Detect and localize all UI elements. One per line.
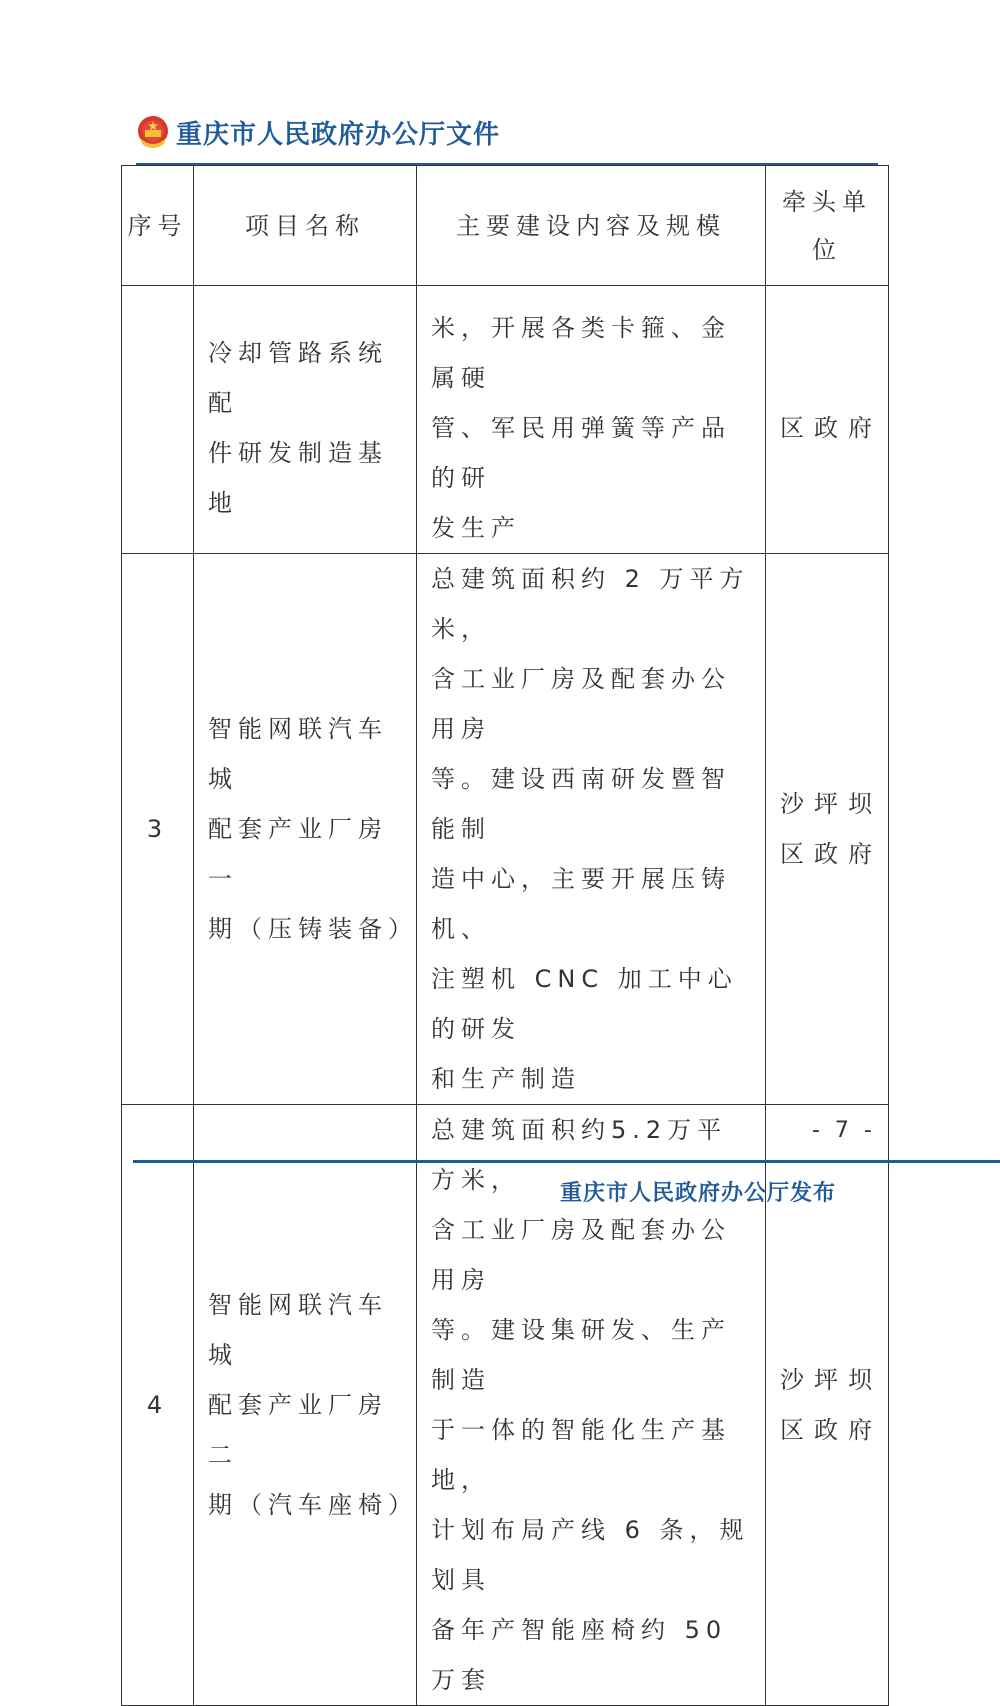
row-content-line: 含工业厂房及配套办公用房: [431, 1216, 731, 1294]
row-name: [194, 554, 417, 1105]
row-unit-line: 沙坪坝: [780, 1366, 882, 1394]
row-content: [417, 286, 766, 554]
row-name: [194, 1105, 417, 1706]
header-index: 序号: [122, 166, 194, 286]
row-unit-line: 区政府: [780, 1416, 882, 1444]
row-content-line: 等。建设西南研发暨智能制: [431, 765, 731, 843]
row-name: [194, 286, 417, 554]
row-name-line: 期（汽车座椅）: [208, 1491, 418, 1519]
row-index: [122, 286, 194, 554]
header-title: 重庆市人民政府办公厅文件: [176, 119, 501, 150]
row-content-line: 总建筑面积约 2 万平方米，: [431, 565, 750, 643]
header-lead-unit-line2: 位: [812, 235, 842, 264]
row-content-line: 总建筑面积约5.2万平方米，: [431, 1116, 728, 1194]
header-content: 主要建设内容及规模: [417, 166, 766, 286]
row-name-line: 件研发制造基地: [208, 439, 388, 517]
row-unit: [766, 286, 889, 554]
row-content-line: 备年产智能座椅约 50 万套: [431, 1616, 728, 1694]
document-header: [136, 112, 500, 152]
header-lead-unit-line1: 牵头单: [782, 187, 872, 216]
row-name-line: 智能网联汽车城: [208, 1291, 388, 1369]
page-number: - 7 -: [812, 1118, 876, 1143]
header-name: 项目名称: [194, 166, 417, 286]
row-content-line: 计划布局产线 6 条，规划具: [431, 1516, 750, 1594]
row-content-line: 含工业厂房及配套办公用房: [431, 665, 731, 743]
table-header-row: [122, 166, 889, 286]
table-row: [122, 286, 889, 554]
row-name-line: 期（压铸装备）: [208, 915, 418, 943]
row-index: 3: [122, 554, 194, 1105]
row-name-line: 配套产业厂房二: [208, 1391, 388, 1469]
row-name-line: 冷却管路系统配: [208, 339, 388, 417]
row-name-line: 配套产业厂房一: [208, 815, 388, 893]
project-table: [121, 165, 889, 1706]
row-content-line: 注塑机 CNC 加工中心的研发: [431, 965, 738, 1043]
row-content-line: 等。建设集研发、生产制造: [431, 1316, 731, 1394]
row-unit-line: 区政府: [780, 840, 882, 868]
table-row: [122, 554, 889, 1105]
header-lead-unit: [766, 166, 889, 286]
row-content-line: 和生产制造: [431, 1065, 581, 1093]
row-content-line: 于一体的智能化生产基地，: [431, 1416, 731, 1494]
footer-divider: [133, 1160, 1000, 1163]
row-unit: [766, 554, 889, 1105]
row-content-line: 造中心，主要开展压铸机、: [431, 865, 731, 943]
row-index: 4: [122, 1105, 194, 1706]
national-emblem-icon: [136, 114, 170, 150]
row-content-line: 米，开展各类卡箍、金属硬: [431, 314, 731, 392]
row-content-line: 发生产: [431, 514, 521, 542]
row-content: [417, 554, 766, 1105]
footer-text: 重庆市人民政府办公厅发布: [560, 1180, 837, 1206]
row-unit-line: 沙坪坝: [780, 790, 882, 818]
row-content-line: 管、军民用弹簧等产品的研: [431, 414, 731, 492]
row-unit-line: 区政府: [780, 414, 882, 442]
row-name-line: 智能网联汽车城: [208, 715, 388, 793]
